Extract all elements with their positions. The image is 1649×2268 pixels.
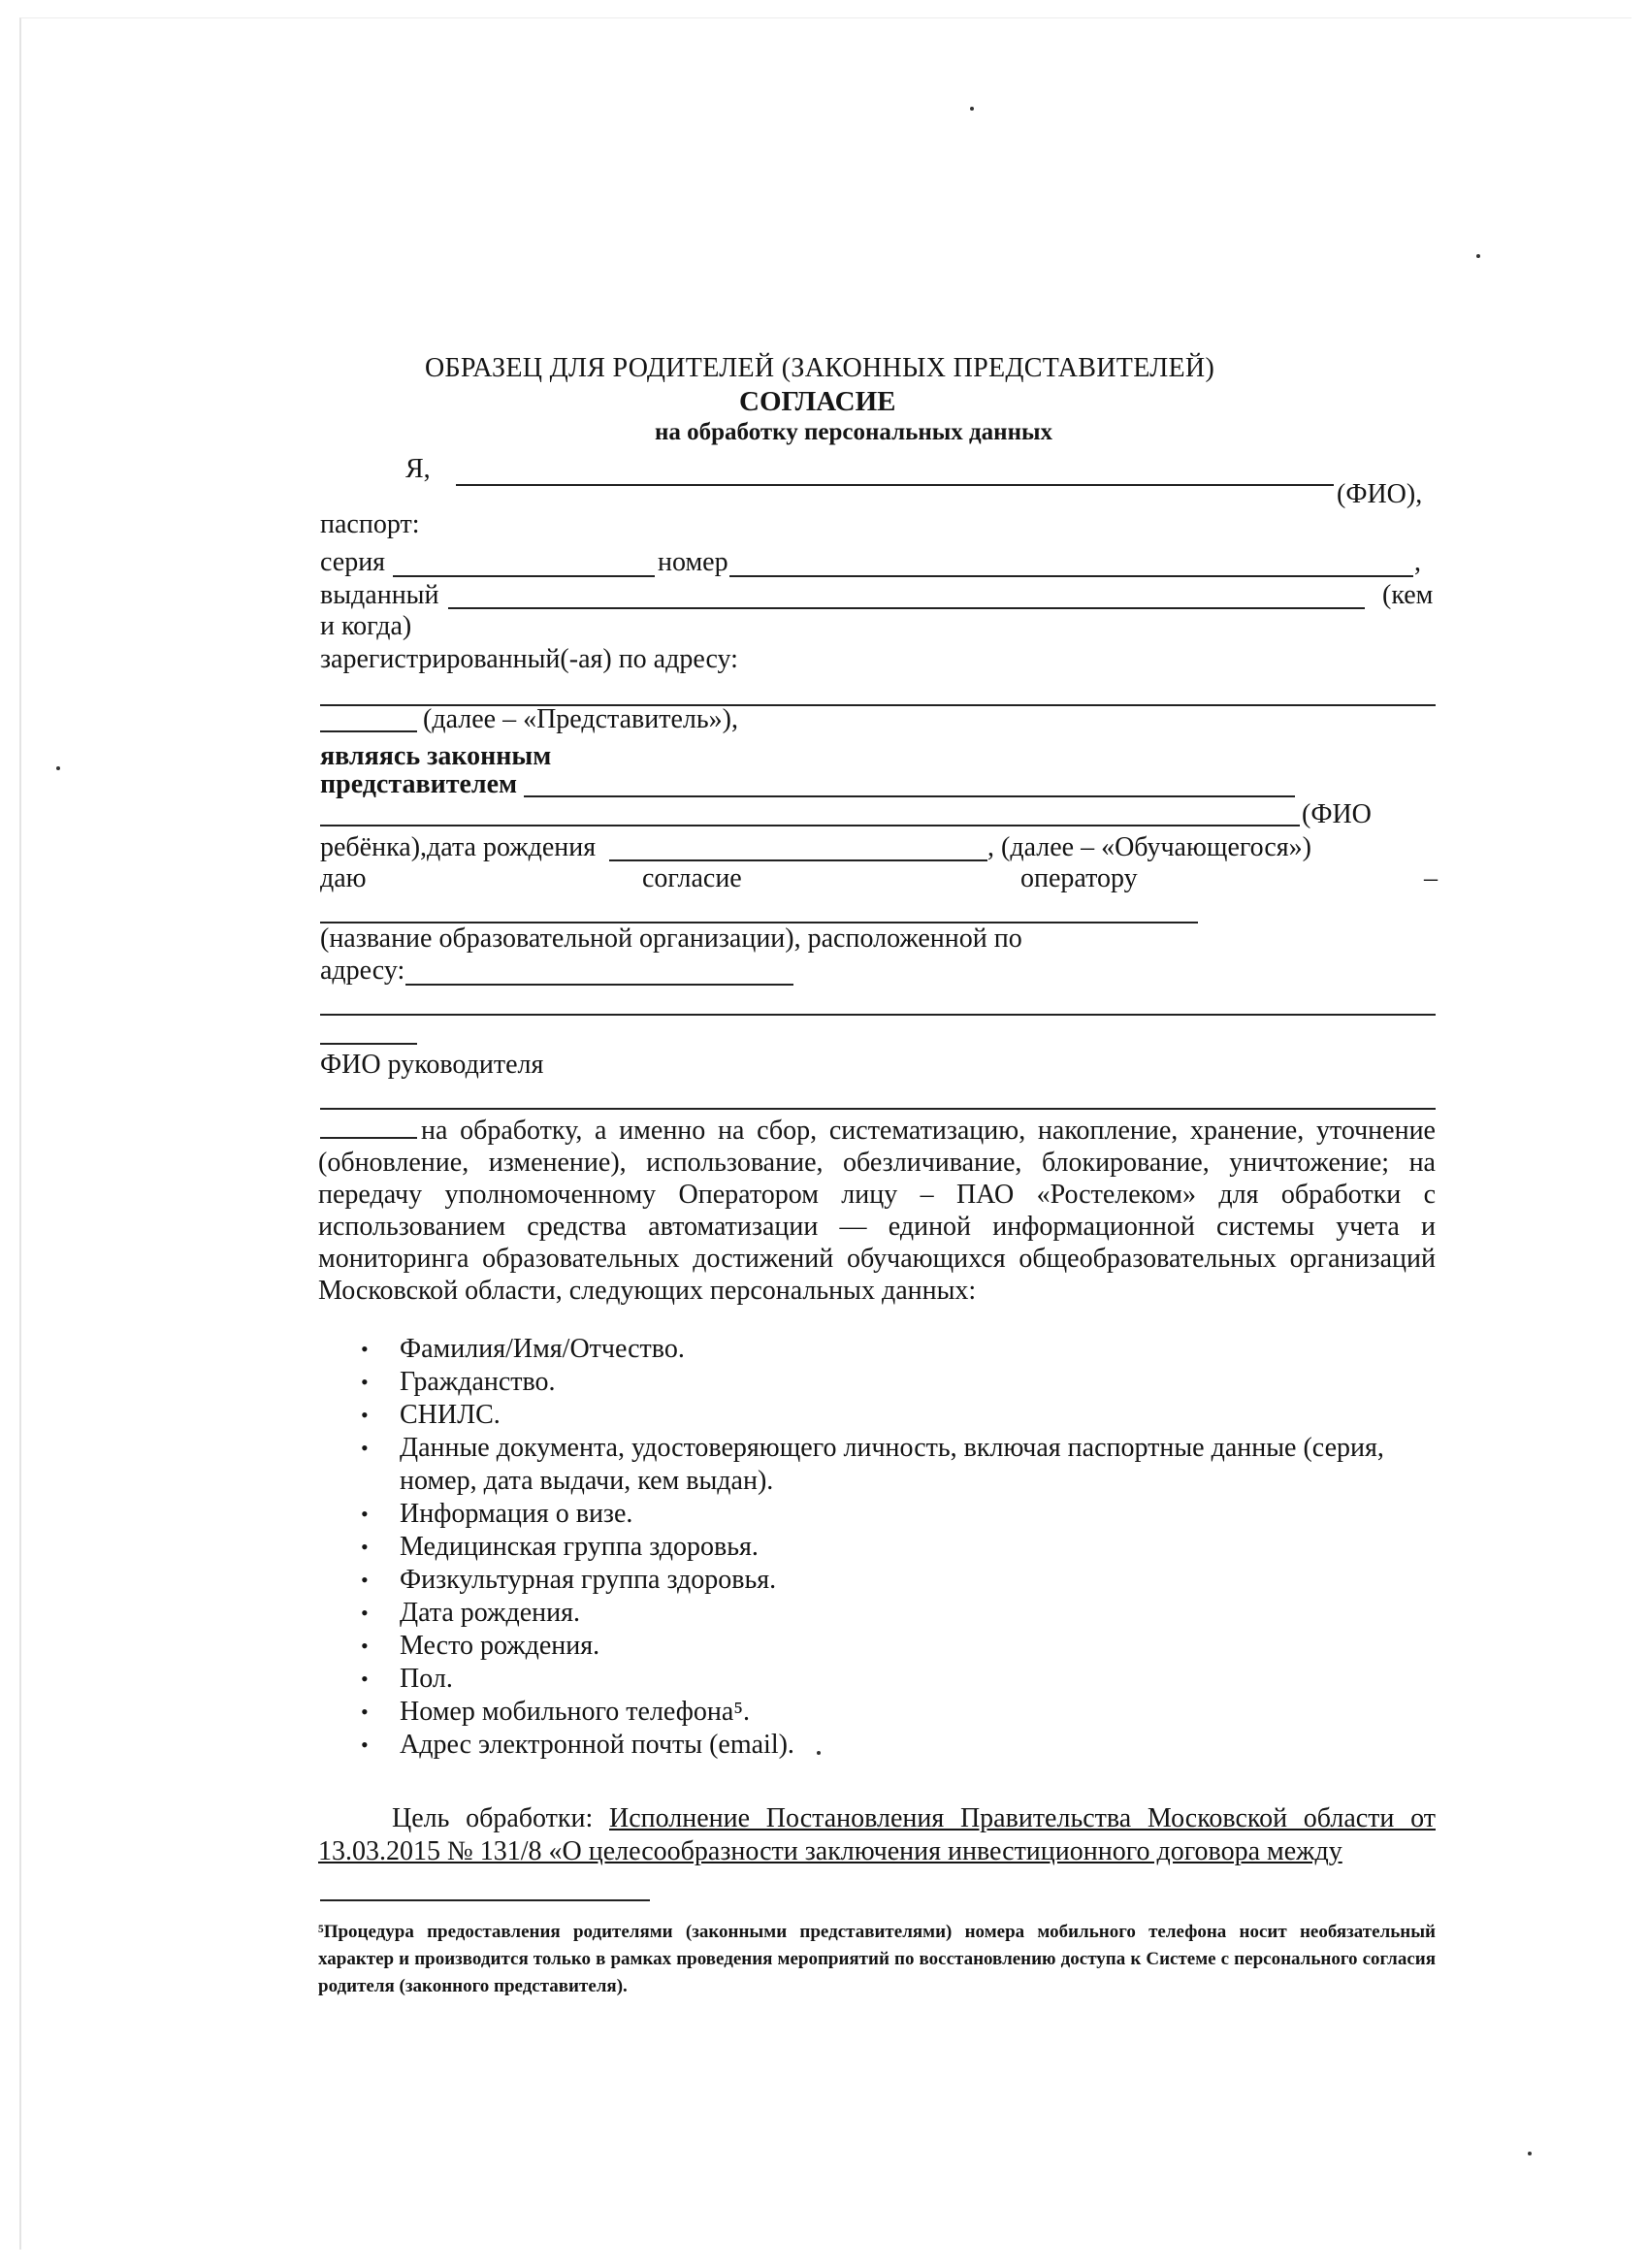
bullet-icon: • xyxy=(361,1370,369,1394)
personal-data-item-text: Фамилия/Имя/Отчество. xyxy=(400,1334,685,1364)
label-dash: – xyxy=(1424,863,1438,893)
label-dalee-representative: (далее – «Представитель»), xyxy=(423,704,738,734)
label-ya: Я, xyxy=(405,454,431,484)
label-adresu: адресу: xyxy=(320,956,405,986)
personal-data-item-text: Медицинская группа здоровья. xyxy=(400,1532,759,1562)
personal-data-item xyxy=(361,1696,1438,1729)
child-name-input-line-2[interactable] xyxy=(320,825,1300,826)
bullet-icon: • xyxy=(361,1502,369,1526)
scan-speck xyxy=(56,766,60,770)
bullet-icon: • xyxy=(361,1337,369,1361)
footnote: ⁵Процедура предоставления родителями (законными представителями) номера мобильного телефона носит необязательный характер и производится только в рамках проведения мероприятий по восстановлению доступа к Системе с персонального согласия родителя (законного представителя). xyxy=(318,1922,1436,1996)
label-child-dob: ребёнка),дата рождения xyxy=(320,832,597,862)
scan-speck xyxy=(1476,254,1480,258)
fio-input-line[interactable] xyxy=(456,484,1334,486)
personal-data-item xyxy=(361,1432,1438,1498)
personal-data-item xyxy=(361,1399,1438,1432)
nomer-input-line[interactable] xyxy=(729,575,1413,577)
scan-speck xyxy=(1528,2152,1532,2155)
label-yavlyayas: являясь законным xyxy=(320,741,552,771)
label-fio-head: ФИО руководителя xyxy=(320,1050,544,1080)
footnote-separator xyxy=(320,1899,650,1901)
label-passport: паспорт: xyxy=(320,509,420,539)
seria-input-line[interactable] xyxy=(393,575,655,577)
bullet-icon: • xyxy=(361,1568,369,1592)
personal-data-item-text: Информация о визе. xyxy=(400,1499,633,1529)
child-dob-input-line[interactable] xyxy=(609,859,987,861)
label-dalee-student: , (далее – «Обучающегося») xyxy=(987,832,1312,862)
document-heading-consent: СОГЛАСИЕ xyxy=(739,386,896,417)
address-input-line-2[interactable] xyxy=(320,730,417,732)
purpose-paragraph xyxy=(318,1802,1436,1868)
personal-data-item xyxy=(361,1564,1438,1597)
personal-data-item xyxy=(361,1366,1438,1399)
label-seria: серия xyxy=(320,547,386,577)
personal-data-item-text: Данные документа, удостоверяющего личность, включая паспортные данные (серия, номер, дата выдачи, кем выдан). xyxy=(400,1433,1384,1496)
org-address-input-line-2[interactable] xyxy=(320,1014,1436,1016)
bullet-icon: • xyxy=(361,1700,369,1724)
bullet-icon: • xyxy=(361,1733,369,1757)
personal-data-item xyxy=(361,1663,1438,1696)
label-org-name: (название образовательной организации), расположенной по xyxy=(320,923,1022,954)
purpose-label: Цель обработки: xyxy=(392,1803,594,1833)
child-name-input-line-1[interactable] xyxy=(524,795,1295,797)
vydanny-input-line[interactable] xyxy=(448,607,1365,609)
personal-data-list xyxy=(361,1333,1438,1762)
label-fio-child: (ФИО xyxy=(1302,799,1372,829)
bullet-icon: • xyxy=(361,1634,369,1658)
personal-data-item-text: СНИЛС. xyxy=(400,1400,501,1430)
label-vydanny: выданный xyxy=(320,580,439,610)
label-kogda: и когда) xyxy=(320,611,412,641)
personal-data-item xyxy=(361,1531,1438,1564)
bullet-icon: • xyxy=(361,1436,369,1460)
document-title: ОБРАЗЕЦ ДЛЯ РОДИТЕЛЕЙ (ЗАКОННЫХ ПРЕДСТАВИТЕЛЕЙ) xyxy=(425,353,1215,383)
label-soglasie: согласие xyxy=(642,863,742,893)
personal-data-item-text: Гражданство. xyxy=(400,1367,556,1397)
bullet-icon: • xyxy=(361,1403,369,1427)
personal-data-item-text: Пол. xyxy=(400,1664,453,1694)
personal-data-item xyxy=(361,1729,1438,1762)
head-fio-input-line-1[interactable] xyxy=(320,1108,1436,1110)
bullet-icon: • xyxy=(361,1667,369,1691)
label-nomer: номер xyxy=(658,547,728,577)
purpose-text: Исполнение Постановления Правительства Московской области от 13.03.2015 № 131/8 «О целесообразности заключения инвестиционного договора между xyxy=(318,1803,1436,1866)
document-subheading: на обработку персональных данных xyxy=(655,419,1052,445)
label-fio: (ФИО), xyxy=(1337,479,1423,509)
org-address-input-line-1[interactable] xyxy=(405,984,793,986)
personal-data-item xyxy=(361,1597,1438,1630)
personal-data-item xyxy=(361,1498,1438,1531)
label-comma: , xyxy=(1414,547,1421,577)
label-kem: (кем xyxy=(1382,580,1434,610)
personal-data-item-text: Место рождения. xyxy=(400,1631,600,1661)
label-predstavitelem: представителем xyxy=(320,769,518,799)
bullet-icon: • xyxy=(361,1535,369,1559)
org-address-input-line-3[interactable] xyxy=(320,1043,417,1045)
personal-data-item-text: Физкультурная группа здоровья. xyxy=(400,1565,777,1595)
personal-data-item-text: Номер мобильного телефона⁵. xyxy=(400,1697,751,1727)
scan-speck xyxy=(817,1751,821,1755)
personal-data-item-text: Адрес электронной почты (email). xyxy=(400,1730,794,1760)
label-dayu: даю xyxy=(320,863,367,893)
processing-paragraph xyxy=(318,1115,1436,1307)
bullet-icon: • xyxy=(361,1601,369,1625)
personal-data-item xyxy=(361,1333,1438,1366)
label-registered: зарегистрированный(-ая) по адресу: xyxy=(320,644,738,674)
processing-text: на обработку, а именно на сбор, систематизацию, накопление, хранение, уточнение (обновление, изменение), использование, обезличивание, блокирование, уничтожение; на передачу уполномоченному Оператором лицу – ПАО «Ростелеком» для обработки с использованием средства автоматизации — единой информационной системы учета и мониторинга образовательных достижений обучающихся общеобразовательных организаций Московской области, следующих персональных данных: xyxy=(318,1116,1436,1306)
personal-data-item xyxy=(361,1630,1438,1663)
personal-data-item-text: Дата рождения. xyxy=(400,1598,580,1628)
scan-speck xyxy=(970,107,974,111)
label-operatoru: оператору xyxy=(1020,863,1138,893)
